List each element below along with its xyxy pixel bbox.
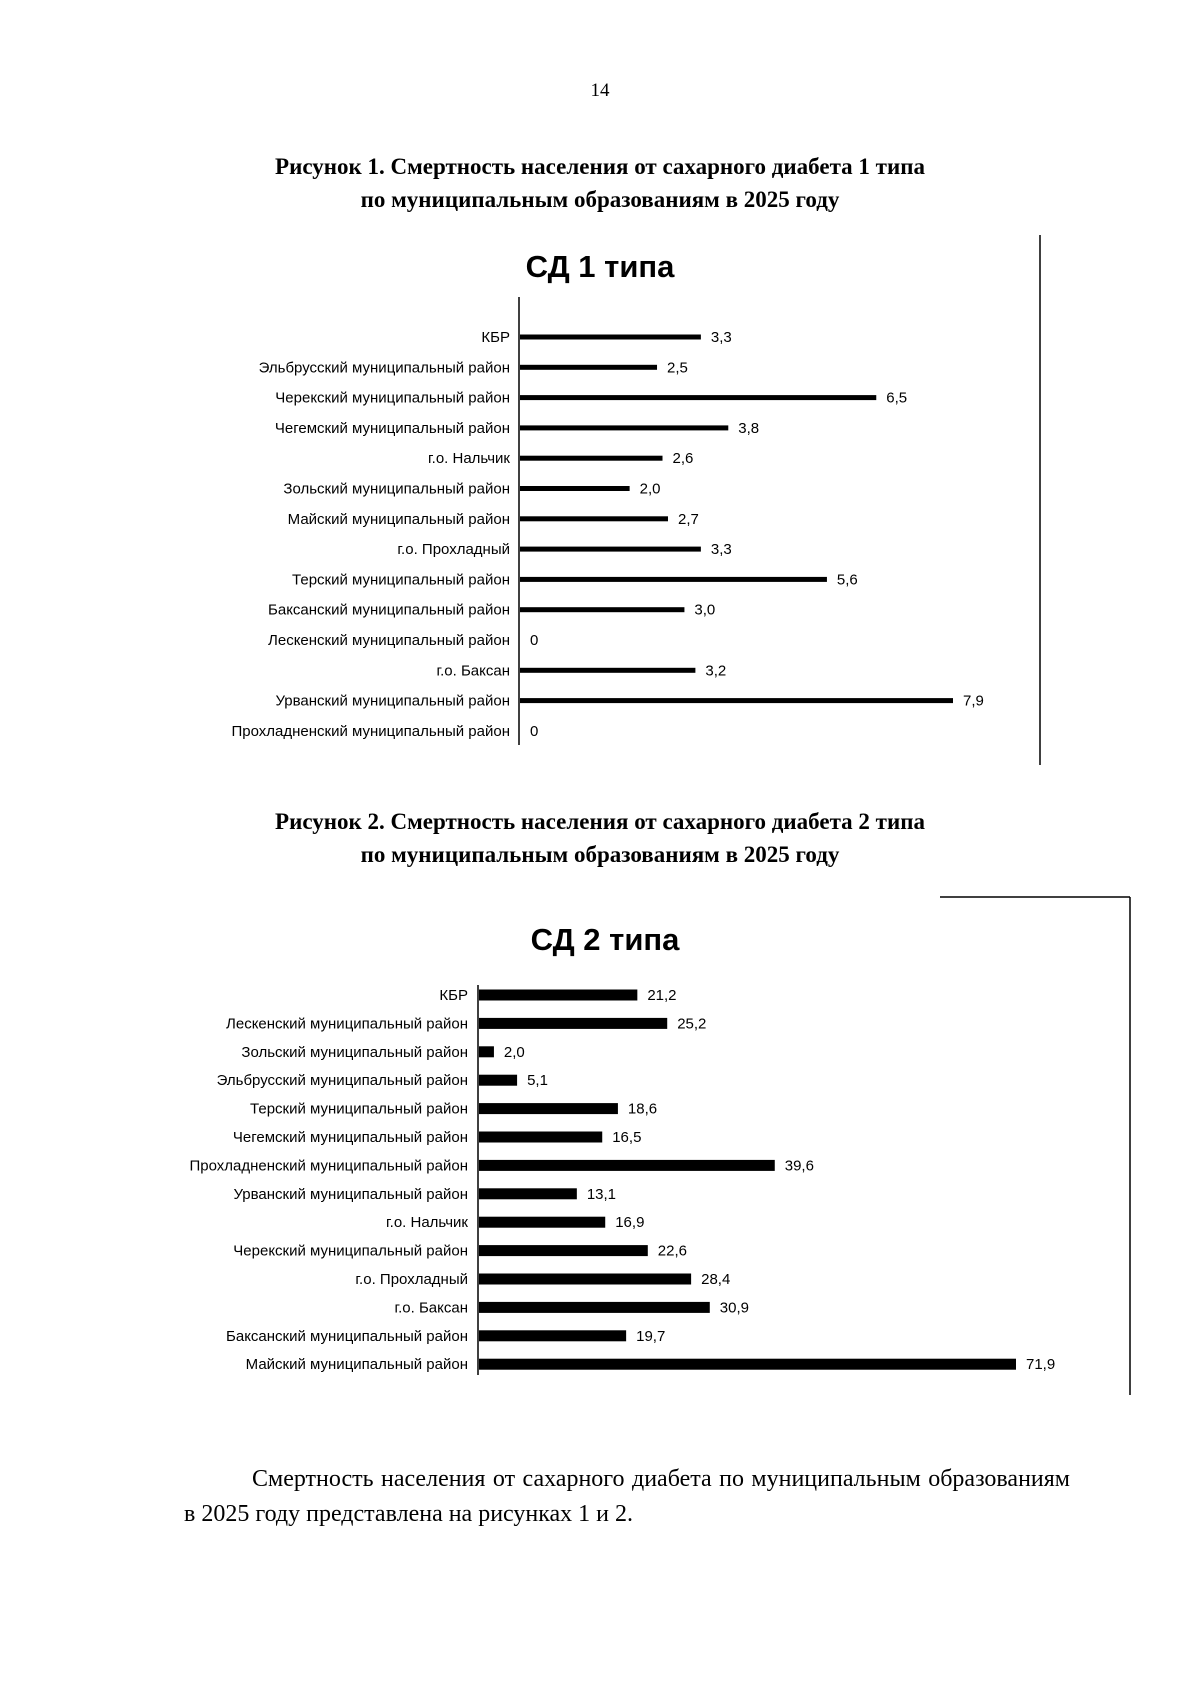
category-label: г.о. Прохладный xyxy=(397,541,510,559)
category-label: Терский муниципальный район xyxy=(250,1100,468,1118)
bar xyxy=(520,456,663,461)
data-label: 5,1 xyxy=(527,1072,548,1090)
category-label: Эльбрусский муниципальный район xyxy=(258,359,510,377)
category-label: Баксанский муниципальный район xyxy=(226,1327,468,1345)
category-label: Чегемский муниципальный район xyxy=(274,419,510,437)
data-label: 16,9 xyxy=(615,1214,645,1232)
bar xyxy=(520,425,728,430)
category-label: Черекский муниципальный район xyxy=(233,1242,468,1260)
bar xyxy=(479,1217,605,1228)
figure-2-caption xyxy=(150,805,1050,871)
bar xyxy=(520,516,668,521)
category-label: Зольский муниципальный район xyxy=(241,1043,468,1061)
figure-2-caption-line-2: по муниципальным образованиям в 2025 году xyxy=(360,842,840,867)
bar xyxy=(479,990,637,1001)
data-label: 25,2 xyxy=(677,1015,707,1033)
category-label: Лескенский муниципальный район xyxy=(268,632,510,649)
bar xyxy=(479,1075,517,1086)
data-label: 16,5 xyxy=(612,1129,642,1146)
figure-1-caption-line-2: по муниципальным образованиям в 2025 году xyxy=(360,187,840,212)
category-label: Терский муниципальный район xyxy=(292,571,510,589)
bar xyxy=(520,335,701,340)
bar xyxy=(520,607,684,612)
data-label: 3,8 xyxy=(738,419,760,437)
chart-title: СД 2 типа xyxy=(530,922,680,957)
category-label: Майский муниципальный район xyxy=(287,510,510,528)
category-label: Урванский муниципальный район xyxy=(233,1185,468,1203)
body-paragraph xyxy=(184,1462,1070,1532)
chart-title: СД 1 типа xyxy=(525,249,675,284)
bar xyxy=(479,1132,602,1143)
chart-sd1 xyxy=(0,225,1200,785)
chart-sd2 xyxy=(0,885,1200,1405)
data-label: 2,0 xyxy=(503,1043,525,1061)
data-label: 2,7 xyxy=(677,510,699,528)
category-label: КБР xyxy=(439,987,468,1004)
category-label: г.о. Нальчик xyxy=(386,1214,468,1232)
category-label: Зольский муниципальный район xyxy=(283,480,510,498)
data-label: 3,0 xyxy=(694,601,716,619)
figure-1-caption-line-1: Рисунок 1. Смертность населения от сахарного диабета 1 типа xyxy=(275,154,925,179)
bar xyxy=(520,486,630,491)
data-label: 30,9 xyxy=(719,1299,749,1317)
body-paragraph-text: Смертность населения от сахарного диабета по муниципальным образованиям в 2025 году представлена на рисунках 1 и 2. xyxy=(184,1466,1070,1527)
category-label: Майский муниципальный район xyxy=(245,1356,468,1374)
data-label: 3,3 xyxy=(710,329,732,346)
data-label: 2,6 xyxy=(672,450,694,468)
category-label: Прохладненский муниципальный район xyxy=(189,1157,468,1175)
category-label: г.о. Нальчик xyxy=(428,450,510,468)
data-label: 0 xyxy=(530,632,539,649)
data-label: 71,9 xyxy=(1026,1356,1056,1374)
category-label: г.о. Баксан xyxy=(394,1299,468,1317)
bar xyxy=(520,365,657,370)
bar xyxy=(520,547,701,552)
chart-sd1-marks xyxy=(232,249,984,740)
bar xyxy=(479,1359,1016,1370)
category-label: Баксанский муниципальный район xyxy=(268,601,510,619)
page-number: 14 xyxy=(590,80,610,101)
bar xyxy=(479,1274,691,1285)
data-label: 3,2 xyxy=(705,662,727,680)
data-label: 5,6 xyxy=(836,571,858,589)
data-label: 13,1 xyxy=(586,1185,617,1203)
category-label: Урванский муниципальный район xyxy=(275,692,510,710)
data-label: 19,7 xyxy=(636,1327,666,1345)
data-label: 21,2 xyxy=(647,987,677,1004)
data-label: 2,5 xyxy=(667,359,688,377)
category-label: Лескенский муниципальный район xyxy=(226,1015,468,1033)
category-label: г.о. Баксан xyxy=(436,662,510,680)
data-label: 6,5 xyxy=(886,389,908,407)
bar xyxy=(520,668,695,673)
data-label: 2,0 xyxy=(639,480,661,498)
data-label: 7,9 xyxy=(963,692,984,710)
category-label: Черекский муниципальный район xyxy=(275,389,510,407)
figure-1-caption xyxy=(150,150,1050,216)
data-label: 22,6 xyxy=(657,1242,687,1260)
bar xyxy=(520,395,876,400)
data-label: 0 xyxy=(530,722,539,740)
bar xyxy=(479,1046,494,1057)
data-label: 3,3 xyxy=(710,541,732,559)
category-label: Прохладненский муниципальный район xyxy=(231,722,510,740)
data-label: 18,6 xyxy=(627,1100,658,1118)
bar xyxy=(520,577,827,582)
bar xyxy=(479,1302,710,1313)
category-label: Чегемский муниципальный район xyxy=(232,1129,468,1146)
bar xyxy=(479,1018,667,1029)
figure-2-caption-line-1: Рисунок 2. Смертность населения от сахарного диабета 2 типа xyxy=(275,809,925,834)
bar xyxy=(479,1160,775,1171)
bar xyxy=(479,1103,618,1114)
data-label: 39,6 xyxy=(784,1157,814,1175)
category-label: КБР xyxy=(481,329,510,346)
chart-sd2-marks xyxy=(190,922,1056,1373)
bar xyxy=(520,698,953,703)
bar xyxy=(479,1188,577,1199)
category-label: г.о. Прохладный xyxy=(355,1271,468,1288)
bar xyxy=(479,1330,626,1341)
bar xyxy=(479,1245,648,1256)
category-label: Эльбрусский муниципальный район xyxy=(216,1072,468,1090)
data-label: 28,4 xyxy=(701,1271,731,1288)
